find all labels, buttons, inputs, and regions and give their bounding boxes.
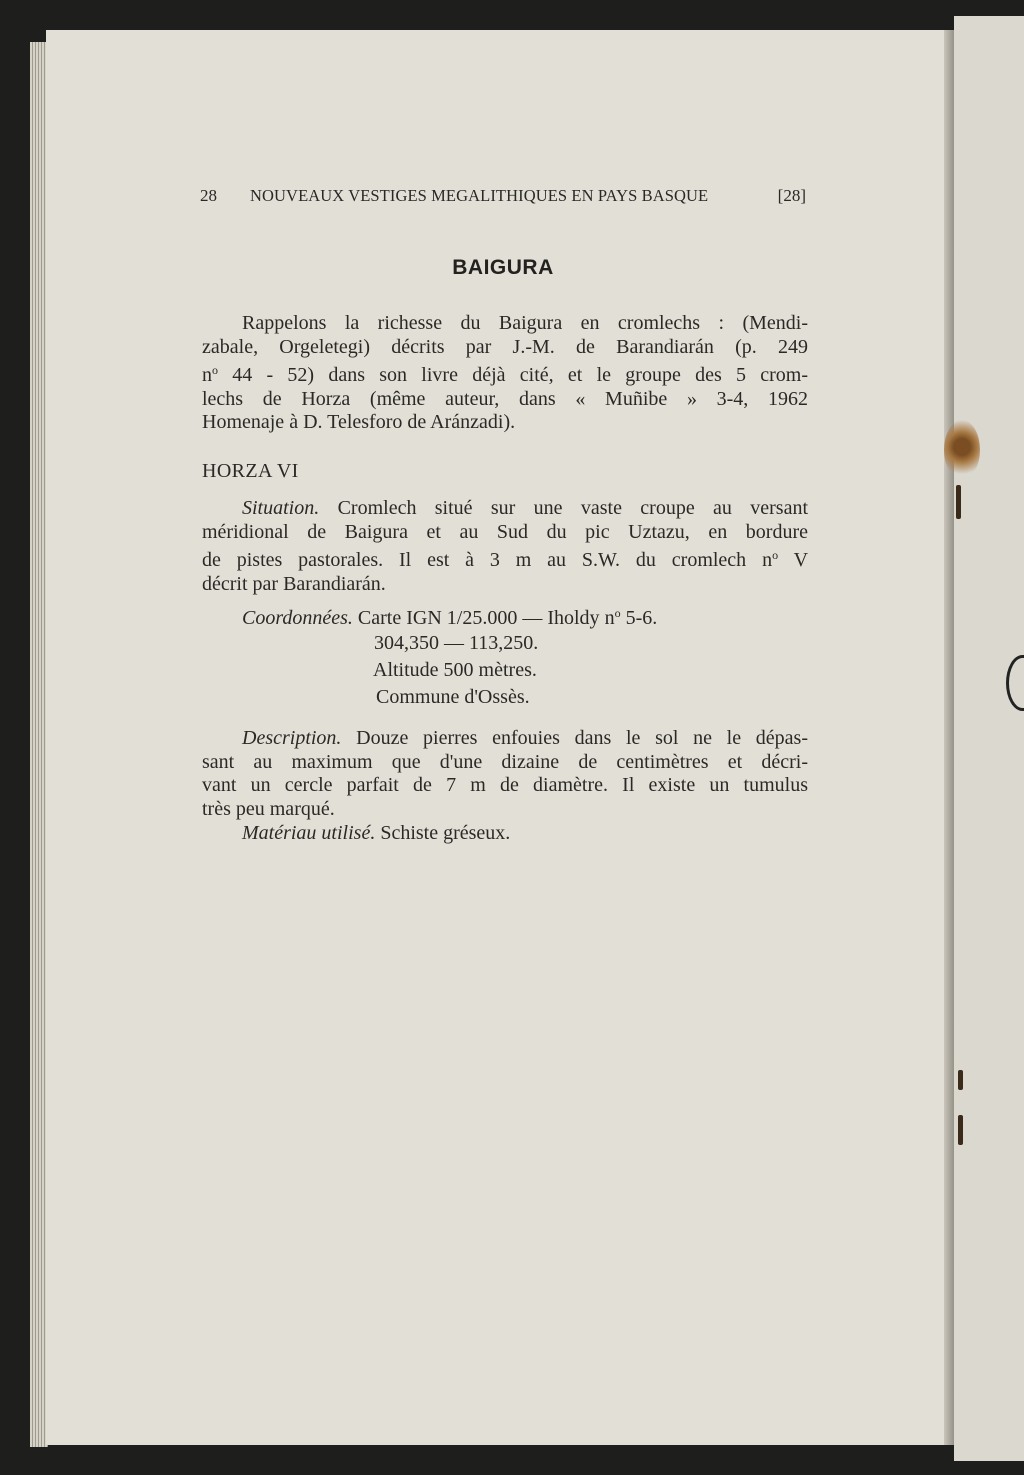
text-line: Situation. Cromlech situé sur une vaste croupe au versant <box>242 497 809 519</box>
number-abbrev: $n^o$ <box>202 363 218 386</box>
text-line: Rappelons la richesse du Baigura en cromlechs : (Mendi- <box>242 312 808 334</box>
situation-paragraph <box>202 497 808 596</box>
text-line: 304,350 — 113,250. <box>374 632 539 654</box>
materiau-label: Matériau utilisé. <box>242 822 376 844</box>
running-header <box>200 186 806 210</box>
text-line: Homenaje à D. Telesforo de Aránzadi). <box>202 411 516 433</box>
intro-paragraph <box>202 312 808 435</box>
text-line: Matériau utilisé. Schiste gréseux. <box>242 822 511 844</box>
text-line: Commune d'Ossès. <box>376 686 530 708</box>
materiau-paragraph <box>242 822 848 846</box>
text-line: très peu marqué. <box>202 797 335 820</box>
page-reference: [28] <box>777 186 806 205</box>
text-line: lechs de Horza (même auteur, dans « Muñibe » 3-4, 1962 <box>202 387 808 410</box>
text-line: décrit par Barandiarán. <box>202 572 386 595</box>
coordonnees-label: Coordonnées. <box>242 607 353 629</box>
text-line: Coordonnées. Carte IGN 1/25.000 — Iholdy $n^o$ 5-6. <box>242 606 658 629</box>
text-line: $n^o$ 44 - 52) dans son livre déjà cité, et le groupe des 5 crom- <box>202 363 808 386</box>
page-number: 28 <box>200 186 217 205</box>
text-line: Altitude 500 mètres. <box>373 659 537 681</box>
text-line: sant au maximum que d'une dizaine de centimètres et décri- <box>202 750 808 773</box>
text-line: zabale, Orgeletegi) décrits par J.-M. de Barandiarán (p. 249 <box>202 335 808 358</box>
description-paragraph <box>202 727 808 821</box>
staple <box>958 1070 963 1090</box>
facing-page-edge <box>954 16 1024 1461</box>
situation-label: Situation. <box>242 497 320 519</box>
text-line: méridional de Baigura et au Sud du pic Uztazu, en bordure <box>202 520 808 543</box>
site-heading: HORZA VI <box>202 460 299 482</box>
rust-stain <box>944 420 980 480</box>
text-line: vant un cercle parfait de 7 m de diamètre. Il existe un tumulus <box>202 774 808 796</box>
running-title: NOUVEAUX VESTIGES MEGALITHIQUES EN PAYS BASQUE <box>250 186 709 205</box>
staple <box>958 1115 963 1145</box>
text-line: Description. Douze pierres enfouies dans le sol ne le dépas- <box>242 727 809 749</box>
staple <box>956 485 961 519</box>
section-title: BAIGURA <box>452 256 554 279</box>
description-label: Description. <box>242 727 342 749</box>
text-line: de pistes pastorales. Il est à 3 m au S.W. du cromlech $n^o$ V <box>202 548 809 571</box>
